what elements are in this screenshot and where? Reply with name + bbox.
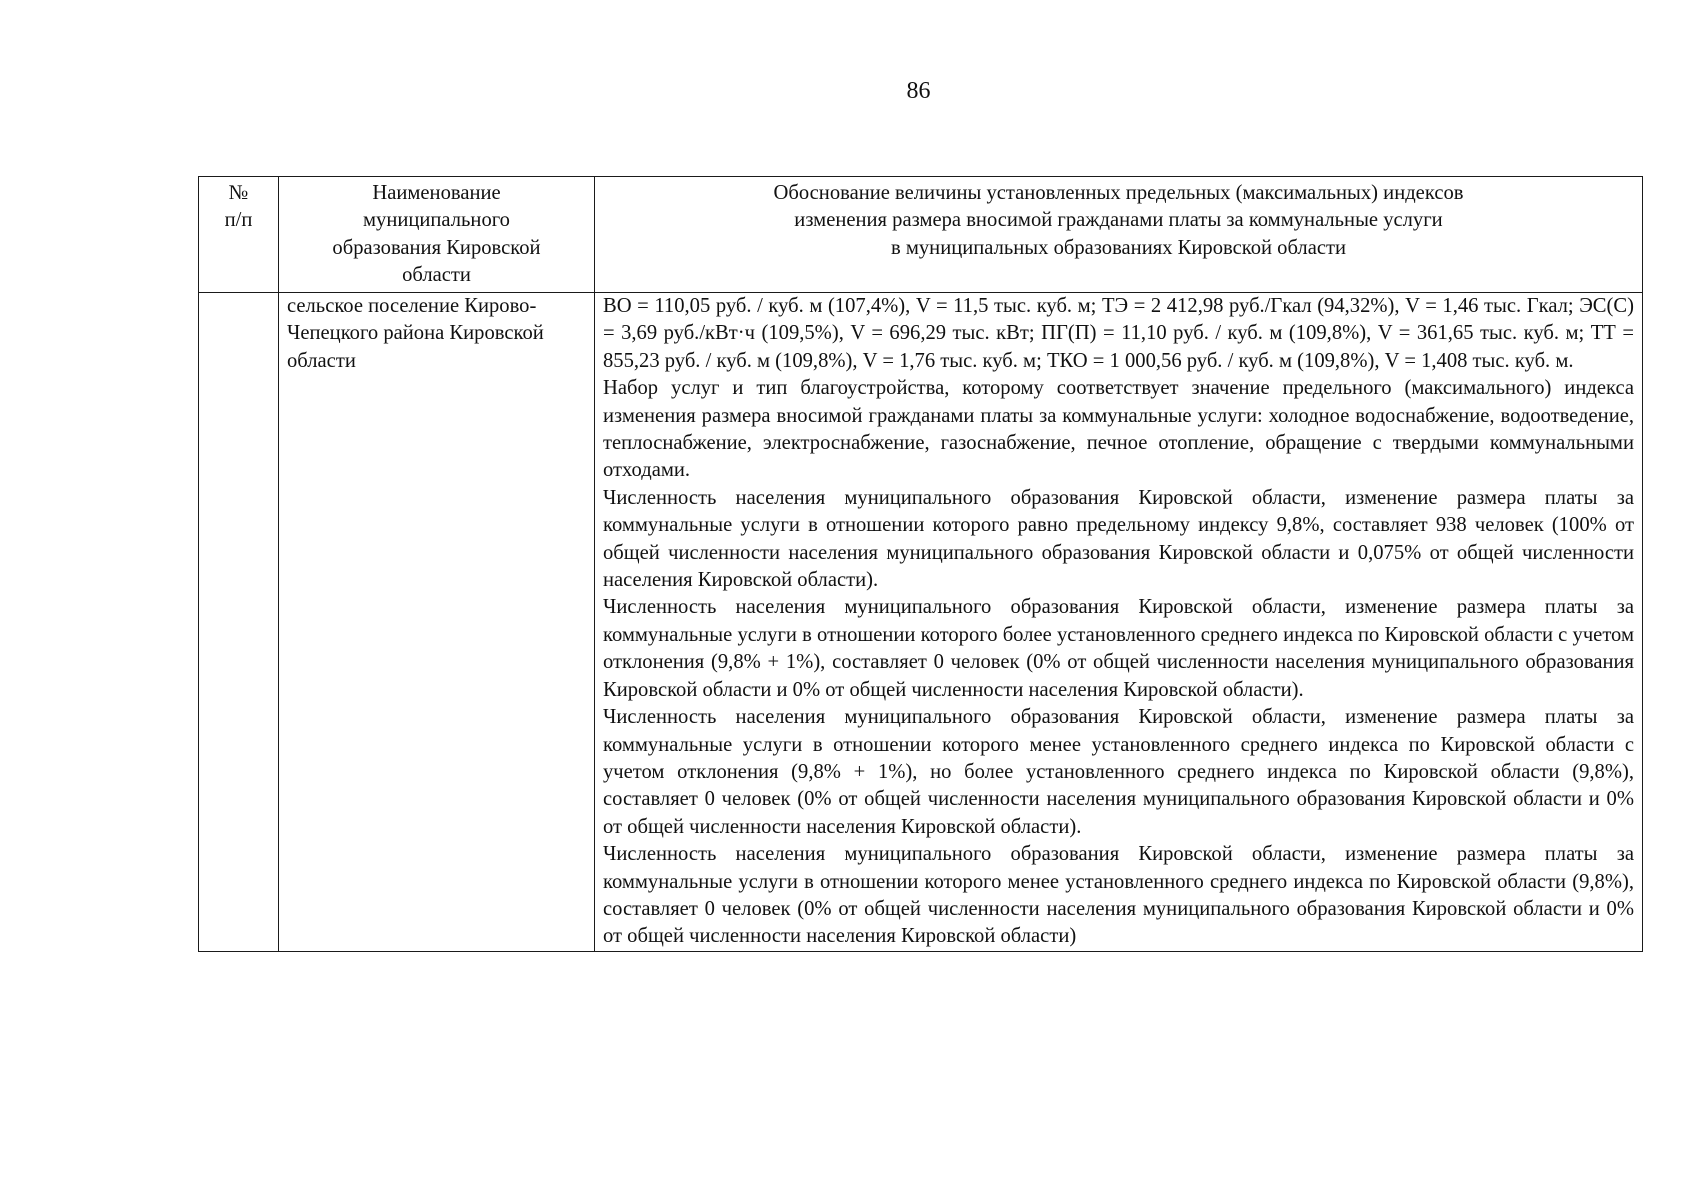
header-name-line: муниципального (363, 209, 510, 232)
population-below-paragraph: Численность населения муниципального образования Кировской области, изменение размера платы за коммунальные услуги в отношении которого менее установленного среднего индекса по Кировской области (9,8%), составляет 0 человек (0% от общей численности населения муниципального образования Кировской области и 0% от общей численности населения Кировской области) (603, 843, 1634, 948)
population-equal-paragraph: Численность населения муниципального образования Кировской области, изменение размера платы за коммунальные услуги в отношении которого равно предельному индексу 9,8%, составляет 938 человек (100% от общей численности населения муниципального образования Кировской области и 0,075% от общей численности населения Кировской области). (603, 486, 1634, 592)
population-above-paragraph: Численность населения муниципального образования Кировской области, изменение размера платы за коммунальные услуги в отношении которого более установленного среднего индекса по Кировской области с учетом отклонения (9,8% + 1%), составляет 0 человек (0% от общей численности населения муниципального образования Кировской области и 0% от общей численности населения Кировской области). (603, 596, 1634, 701)
header-justification (595, 177, 1643, 293)
index-justification-table (198, 176, 1643, 952)
header-name-line: области (402, 264, 471, 287)
header-justification-line: Обоснование величины установленных предельных (максимальных) индексов (773, 182, 1464, 204)
header-justification-line: в муниципальных образованиях Кировской области (890, 236, 1347, 259)
header-justification-line: изменения размера вносимой гражданами платы за коммунальные услуги (794, 209, 1443, 232)
header-num (199, 177, 279, 293)
header-name-line: Наименование (372, 182, 501, 204)
municipality-name: сельское поселение Кирово-Чепецкого района Кировской области (279, 293, 595, 952)
table-row (199, 293, 1643, 952)
justification-cell (595, 293, 1643, 952)
header-num-line: № (228, 182, 249, 204)
row-num-cell (199, 293, 279, 952)
header-name-line: образования Кировской (332, 236, 541, 259)
population-between-paragraph: Численность населения муниципального образования Кировской области, изменение размера платы за коммунальные услуги в отношении которого менее установленного среднего индекса по Кировской области с учетом отклонения (9,8% + 1%), но более установленного среднего индекса по Кировской области (9,8%), составляет 0 человек (0% от общей численности населения муниципального образования Кировской области и 0% от общей численности населения Кировской области). (603, 706, 1634, 838)
header-name (279, 177, 595, 293)
table-header-row (199, 177, 1643, 293)
header-num-line: п/п (224, 209, 253, 232)
tariff-values-paragraph: ВО = 110,05 руб. / куб. м (107,4%), V = 11,5 тыс. куб. м; ТЭ = 2 412,98 руб./Гкал (94,32%), V = 1,46 тыс. Гкал; ЭС(С) = 3,69 руб./кВт·ч (109,5%), V = 696,29 тыс. кВт; ПГ(П) = 11,10 руб. / куб. м (109,8%), V = 361,65 тыс. куб. м; ТТ = 855,23 руб. / куб. м (109,8%), V = 1,76 тыс. куб. м; ТКО = 1 000,56 руб. / куб. м (109,8%), V = 1,408 тыс. куб. м. (603, 295, 1634, 372)
services-paragraph: Набор услуг и тип благоустройства, которому соответствует значение предельного (максимального) индекса изменения размера вносимой гражданами платы за коммунальные услуги: холодное водоснабжение, водоотведение, теплоснабжение, электроснабжение, газоснабжение, печное отопление, обращение с твердыми коммунальными отходами. (603, 377, 1634, 482)
page-number: 86 (906, 78, 931, 104)
